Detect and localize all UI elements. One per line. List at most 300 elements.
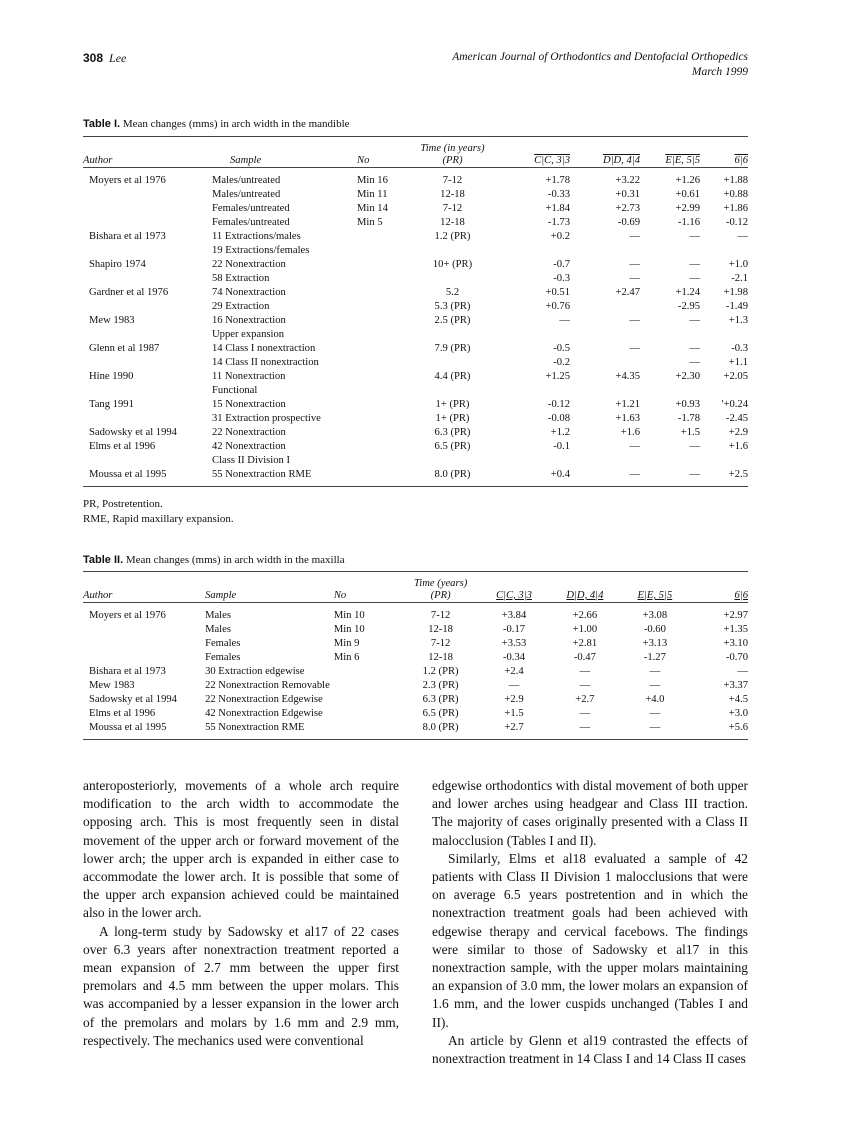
- table1-title: Mean changes (mms) in arch width in the mandible: [122, 118, 350, 130]
- table-cell: 12-18: [440, 189, 465, 200]
- table-cell: [330, 693, 403, 707]
- table-cell: +0.31: [615, 189, 640, 200]
- col-time-line1: Time (years): [413, 578, 468, 589]
- table-cell: -0.5: [553, 343, 570, 354]
- table-row: [83, 202, 748, 216]
- table-cell: Moussa et al 1995: [89, 469, 167, 480]
- table-cell: [570, 244, 640, 258]
- table-cell: +1.6: [620, 427, 640, 438]
- table-cell: Moyers et al 1976: [89, 175, 166, 186]
- table-cell: [83, 216, 210, 230]
- table2-caption: [83, 554, 345, 566]
- table1-caption: [83, 118, 350, 130]
- table-cell: +2.99: [675, 203, 700, 214]
- table-row: [83, 693, 748, 707]
- table-cell: [83, 651, 205, 665]
- table-cell: [405, 328, 500, 342]
- table-cell: +3.13: [642, 638, 668, 649]
- table-row: [83, 230, 748, 244]
- table-cell: [500, 454, 570, 468]
- table-cell: 4.4 (PR): [434, 371, 471, 382]
- table-cell: Moyers et al 1976: [89, 610, 166, 621]
- table-cell: -0.33: [547, 189, 570, 200]
- table-cell: 7.9 (PR): [434, 343, 471, 354]
- table-cell: +1.35: [723, 624, 748, 635]
- table-cell: Mew 1983: [89, 315, 135, 326]
- table-cell: —: [629, 315, 640, 326]
- note-pr: PR, Postretention.: [83, 498, 163, 510]
- table-cell: —: [579, 722, 591, 733]
- table-cell: Hine 1990: [89, 371, 134, 382]
- table-cell: —: [629, 441, 640, 452]
- col-no: No: [333, 590, 347, 601]
- table-cell: —: [579, 708, 591, 719]
- table-row: [83, 468, 748, 487]
- table-cell: 31 Extraction prospective: [212, 413, 321, 424]
- table-cell: -0.60: [643, 624, 666, 635]
- table-cell: +1.88: [723, 175, 748, 186]
- table-row: [83, 286, 748, 300]
- table-cell: Mew 1983: [89, 680, 135, 691]
- note-rme: RME, Rapid maxillary expansion.: [83, 513, 234, 525]
- table-cell: +1.2: [550, 427, 570, 438]
- col-c3: C|C, 3|3: [534, 155, 570, 166]
- table-cell: 30 Extraction edgewise: [205, 666, 305, 677]
- table-cell: —: [629, 343, 640, 354]
- table-cell: -0.70: [725, 652, 748, 663]
- table-cell: —: [689, 273, 700, 284]
- table-cell: Elms et al 1996: [89, 708, 156, 719]
- table-cell: Females/untreated: [212, 217, 290, 228]
- table-cell: [330, 665, 403, 679]
- table-cell: -1.27: [643, 652, 666, 663]
- table-row: [83, 665, 748, 679]
- table-cell: 1.2 (PR): [422, 666, 459, 677]
- table-cell: [345, 300, 405, 314]
- table-cell: +1.5: [504, 708, 524, 719]
- table-cell: +3.37: [723, 680, 748, 691]
- table-cell: —: [689, 343, 700, 354]
- table-cell: [700, 328, 748, 342]
- table-cell: 1+ (PR): [435, 399, 470, 410]
- table-row: [83, 370, 748, 384]
- table-cell: -0.34: [502, 652, 526, 663]
- table-cell: -0.1: [553, 441, 570, 452]
- table-cell: [345, 468, 405, 487]
- table-cell: +2.73: [615, 203, 640, 214]
- table-cell: Males/untreated: [212, 189, 281, 200]
- table-cell: 55 Nonextraction RME: [205, 722, 305, 733]
- table-cell: 55 Nonextraction RME: [212, 469, 312, 480]
- table-row: [83, 188, 748, 202]
- table-cell: +1.6: [728, 441, 748, 452]
- table-cell: —: [579, 666, 591, 677]
- table-cell: —: [649, 722, 661, 733]
- table-cell: +1.98: [723, 287, 748, 298]
- table-cell: +4.0: [645, 694, 665, 705]
- table-cell: Min 11: [357, 189, 388, 200]
- table-cell: [570, 300, 640, 314]
- table-cell: [640, 454, 700, 468]
- table-cell: [83, 272, 210, 286]
- paragraph: A long-term study by Sadowsky et al17 of 22 cases over 6.3 years after nonextraction treatment reported a mean expansion of 2.7 mm between the upper first premolars and 4.5 mm between the upper molars. This was accompanied by a lesser expansion in the lower arch of the premolars and molars by 1.6 mm and 2.9 mm, respectively. The mechanics used were conventional: [83, 923, 399, 1048]
- table-cell: [83, 384, 210, 398]
- table-cell: [83, 454, 210, 468]
- table-cell: +1.0: [728, 259, 748, 270]
- table-row: [83, 398, 748, 412]
- table-cell: Min 10: [333, 624, 365, 635]
- table-cell: 14 Class II nonextraction: [212, 357, 319, 368]
- table-cell: [345, 440, 405, 454]
- table-cell: [500, 384, 570, 398]
- table-cell: 11 Nonextraction: [212, 371, 286, 382]
- col-sample: Sample: [205, 590, 237, 601]
- table-cell: 14 Class I nonextraction: [212, 343, 316, 354]
- table-cell: [345, 426, 405, 440]
- table-cell: [83, 412, 210, 426]
- table-cell: Males/untreated: [212, 175, 281, 186]
- table-cell: -0.17: [502, 624, 526, 635]
- table-cell: +1.21: [615, 399, 640, 410]
- table-row: [83, 328, 748, 342]
- col-66: 6|6: [734, 590, 748, 601]
- table-cell: 5.2: [445, 287, 460, 298]
- table-cell: +3.22: [615, 175, 640, 186]
- table-cell: +2.47: [615, 287, 640, 298]
- table-cell: [345, 314, 405, 328]
- table-cell: -2.1: [731, 273, 748, 284]
- col-no: No: [357, 155, 370, 166]
- table-cell: +2.7: [575, 694, 595, 705]
- table-cell: Min 9: [333, 638, 360, 649]
- table-cell: Min 6: [333, 652, 360, 663]
- table-cell: -2.45: [725, 413, 748, 424]
- table-cell: [345, 398, 405, 412]
- table-cell: [83, 300, 210, 314]
- table-cell: +2.81: [572, 638, 598, 649]
- table-row: [83, 258, 748, 272]
- table-cell: 6.5 (PR): [422, 708, 459, 719]
- table-cell: 22 Nonextraction: [212, 427, 286, 438]
- table-cell: [500, 328, 570, 342]
- table-cell: 19 Extractions/females: [212, 245, 310, 256]
- table-cell: [345, 230, 405, 244]
- table-cell: +3.84: [501, 610, 527, 621]
- col-time-line1: Time (in years): [420, 143, 485, 154]
- table-cell: [405, 454, 500, 468]
- table-cell: +0.51: [545, 287, 570, 298]
- col-d4: D|D, 4|4: [602, 155, 640, 166]
- table-cell: —: [689, 231, 700, 242]
- table-cell: 7-12: [430, 610, 451, 621]
- table-cell: -1.49: [725, 301, 748, 312]
- paragraph: An article by Glenn et al19 contrasted the effects of nonextraction treatment in 14 Class I and 14 Class II cases: [432, 1032, 748, 1067]
- table-cell: Min 10: [333, 610, 365, 621]
- table-cell: 15 Nonextraction: [212, 399, 286, 410]
- issue-date: March 1999: [691, 66, 748, 78]
- table-cell: [405, 384, 500, 398]
- table-cell: -0.69: [617, 217, 640, 228]
- table-cell: [83, 356, 210, 370]
- table-row: [83, 623, 748, 637]
- table-cell: 1+ (PR): [435, 413, 470, 424]
- table-cell: 16 Nonextraction: [212, 315, 286, 326]
- table1-label: Table I.: [83, 118, 121, 130]
- table-cell: +2.9: [504, 694, 524, 705]
- table-1: [83, 136, 748, 487]
- table-cell: —: [689, 259, 700, 270]
- table-cell: —: [559, 315, 570, 326]
- table-cell: [700, 384, 748, 398]
- table-cell: —: [689, 315, 700, 326]
- table-cell: —: [579, 680, 591, 691]
- table-cell: [640, 328, 700, 342]
- paragraph: edgewise orthodontics with distal movement of both upper and lower arches using headgear and Class III traction. The majority of cases originally presented with a Class II malocclusion (Tables I and II).: [432, 778, 748, 848]
- table-cell: Min 5: [357, 217, 383, 228]
- table-cell: +3.10: [723, 638, 748, 649]
- table-cell: 12-18: [440, 217, 465, 228]
- table-cell: +0.4: [550, 469, 570, 480]
- table-row: [83, 637, 748, 651]
- table-cell: -0.2: [553, 357, 570, 368]
- table-cell: [345, 328, 405, 342]
- table-cell: —: [629, 273, 640, 284]
- table-cell: 74 Nonextraction: [212, 287, 286, 298]
- table-cell: Min 14: [357, 203, 388, 214]
- table-cell: 7-12: [442, 175, 463, 186]
- table-cell: [330, 707, 403, 721]
- table-cell: Gardner et al 1976: [89, 287, 169, 298]
- table-row: [83, 426, 748, 440]
- table-cell: +1.24: [675, 287, 700, 298]
- table-cell: Females: [205, 638, 241, 649]
- table-cell: Functional: [212, 385, 258, 396]
- table-cell: 42 Nonextraction Edgewise: [205, 708, 323, 719]
- table-cell: Class II Division I: [212, 455, 290, 466]
- table-cell: [700, 244, 748, 258]
- table-cell: 8.0 (PR): [422, 722, 459, 733]
- table-cell: [83, 188, 210, 202]
- table-row: [83, 384, 748, 398]
- table-cell: 10+ (PR): [432, 259, 473, 270]
- table-cell: -0.3: [553, 273, 570, 284]
- table-cell: 22 Nonextraction: [212, 259, 286, 270]
- page-number: 308: [83, 51, 104, 65]
- table-cell: +1.78: [545, 175, 570, 186]
- running-author: Lee: [109, 51, 127, 65]
- table-cell: [345, 272, 405, 286]
- table-cell: [570, 384, 640, 398]
- table-cell: +0.93: [675, 399, 700, 410]
- table-cell: [330, 721, 403, 740]
- table-cell: [345, 412, 405, 426]
- table-cell: -1.78: [677, 413, 700, 424]
- table-cell: [500, 244, 570, 258]
- table-cell: 12-18: [428, 624, 453, 635]
- table-cell: [570, 328, 640, 342]
- table-cell: +1.26: [675, 175, 700, 186]
- table-cell: Shapiro 1974: [89, 259, 146, 270]
- running-header-left: [83, 50, 126, 66]
- table-cell: Bishara et al 1973: [89, 231, 166, 242]
- table-cell: +3.08: [642, 610, 668, 621]
- table-row: [83, 314, 748, 328]
- col-author: Author: [83, 590, 113, 601]
- table-cell: —: [629, 469, 640, 480]
- table-row: [83, 300, 748, 314]
- col-author: Author: [83, 155, 113, 166]
- table-cell: +4.5: [728, 694, 748, 705]
- table-cell: [700, 454, 748, 468]
- table-cell: +0.76: [545, 301, 570, 312]
- table-cell: —: [649, 680, 661, 691]
- table2-label: Table II.: [83, 554, 124, 566]
- table-row: [83, 721, 748, 740]
- table-cell: —: [649, 708, 661, 719]
- table-cell: 58 Extraction: [212, 273, 270, 284]
- table-cell: —: [629, 259, 640, 270]
- paragraph: Similarly, Elms et al18 evaluated a sample of 42 patients with Class II Division 1 malocclusions that were on average 6.5 years postretention and in which the nonextraction treatment goals had been achieved with edgewise therapy and cervical facebows. The findings were similar to those of Sadowsky et al17 in this nonextraction sample, with the upper molars maintaining an expansion of 3.0 mm, the lower molars an expansion of 1.6 mm, and the lower cuspids unchanged (Tables I and II).: [432, 850, 748, 1030]
- table-cell: [345, 286, 405, 300]
- table-cell: —: [737, 666, 748, 677]
- table-cell: -1.16: [677, 217, 700, 228]
- table-cell: Females: [205, 652, 241, 663]
- table-cell: Sadowsky et al 1994: [89, 694, 177, 705]
- journal-name: American Journal of Orthodontics and Dentofacial Orthopedics: [452, 51, 748, 63]
- col-time: [403, 572, 478, 603]
- table-cell: —: [649, 666, 661, 677]
- table-cell: 6.3 (PR): [434, 427, 471, 438]
- table-cell: -0.08: [547, 413, 570, 424]
- table-row: [83, 244, 748, 258]
- table-row: [83, 272, 748, 286]
- table-cell: 29 Extraction: [212, 301, 270, 312]
- table-row: [83, 342, 748, 356]
- table-cell: +1.25: [545, 371, 570, 382]
- table-cell: [83, 637, 205, 651]
- table1-notes: [83, 497, 234, 527]
- table-cell: [345, 384, 405, 398]
- table-cell: +5.6: [728, 722, 748, 733]
- table-cell: —: [737, 231, 748, 242]
- table-cell: -1.73: [547, 217, 570, 228]
- table-cell: [405, 356, 500, 370]
- table-cell: +1.5: [680, 427, 700, 438]
- table-cell: 22 Nonextraction Removable: [205, 680, 330, 691]
- col-c3: C|C, 3|3: [496, 590, 532, 601]
- table-cell: +3.53: [501, 638, 527, 649]
- table-cell: —: [629, 231, 640, 242]
- table-row: [83, 216, 748, 230]
- table-cell: Moussa et al 1995: [89, 722, 167, 733]
- table-cell: —: [689, 441, 700, 452]
- table-cell: -2.95: [677, 301, 700, 312]
- table-cell: 2.5 (PR): [434, 315, 471, 326]
- table-cell: +2.7: [504, 722, 524, 733]
- table-cell: [83, 244, 210, 258]
- table-cell: +0.61: [675, 189, 700, 200]
- table-cell: [345, 454, 405, 468]
- table-cell: [345, 342, 405, 356]
- table-cell: +4.35: [615, 371, 640, 382]
- table-cell: 6.5 (PR): [434, 441, 471, 452]
- table-cell: [345, 356, 405, 370]
- table-cell: —: [689, 469, 700, 480]
- table-cell: -0.7: [553, 259, 570, 270]
- table-cell: Males: [205, 624, 231, 635]
- table2-title: Mean changes (mms) in arch width in the maxilla: [125, 554, 345, 566]
- table-cell: Elms et al 1996: [89, 441, 156, 452]
- table-cell: +1.3: [728, 315, 748, 326]
- col-time-line2: (PR): [430, 590, 451, 601]
- table-cell: +1.1: [728, 357, 748, 368]
- table-cell: Tang 1991: [89, 399, 134, 410]
- table-cell: —: [689, 357, 700, 368]
- running-header-right: [452, 50, 748, 80]
- table-cell: Glenn et al 1987: [89, 343, 160, 354]
- table-cell: [345, 258, 405, 272]
- table-row: [83, 168, 748, 189]
- table-cell: [405, 272, 500, 286]
- table-cell: 7-12: [442, 203, 463, 214]
- table-cell: Females/untreated: [212, 203, 290, 214]
- table-cell: +1.86: [723, 203, 748, 214]
- table-cell: -0.47: [573, 652, 596, 663]
- table-cell: 12-18: [428, 652, 453, 663]
- table-row: [83, 679, 748, 693]
- table-cell: [405, 244, 500, 258]
- table-cell: 11 Extractions/males: [212, 231, 301, 242]
- table-2: [83, 571, 748, 740]
- table-cell: [345, 244, 405, 258]
- table-cell: -0.12: [547, 399, 570, 410]
- table-cell: +1.00: [572, 624, 598, 635]
- paragraph: anteroposteriorly, movements of a whole arch require modification to the arch width to accommodate the opposing arch. This is most frequently seen in distal movement of the upper arch or forward movement of the lower arch; the upper arch is expanded in either case to accommodate the lower arch. It is possible that some of the upper arch expansion achieved could be maintained also in the lower arch.: [83, 778, 399, 921]
- table-cell: +3.0: [728, 708, 748, 719]
- col-time: [405, 137, 500, 168]
- table-cell: [570, 356, 640, 370]
- table-row: [83, 440, 748, 454]
- col-time-line2: (PR): [442, 155, 463, 166]
- table-cell: +2.05: [723, 371, 748, 382]
- table-cell: [640, 384, 700, 398]
- table-row: [83, 707, 748, 721]
- table-cell: +1.84: [545, 203, 570, 214]
- col-d4: D|D, 4|4: [566, 590, 604, 601]
- table-cell: 42 Nonextraction: [212, 441, 286, 452]
- col-sample: Sample: [230, 155, 262, 166]
- table-cell: [330, 679, 403, 693]
- table-row: [83, 412, 748, 426]
- table-cell: 22 Nonextraction Edgewise: [205, 694, 323, 705]
- table-cell: +1.63: [615, 413, 640, 424]
- table-row: [83, 603, 748, 624]
- table-row: [83, 356, 748, 370]
- col-66: 6|6: [734, 155, 748, 166]
- table-cell: Males: [205, 610, 231, 621]
- table-cell: Upper expansion: [212, 329, 285, 340]
- col-e5: E|E, 5|5: [665, 155, 700, 166]
- table-cell: +2.97: [723, 610, 748, 621]
- table-cell: [570, 454, 640, 468]
- table-cell: [83, 328, 210, 342]
- table-row: [83, 454, 748, 468]
- table-cell: '+0.24: [721, 399, 748, 410]
- body-column-left: [83, 777, 399, 1050]
- table-cell: 2.3 (PR): [422, 680, 459, 691]
- table-cell: +2.66: [572, 610, 598, 621]
- table-cell: [83, 202, 210, 216]
